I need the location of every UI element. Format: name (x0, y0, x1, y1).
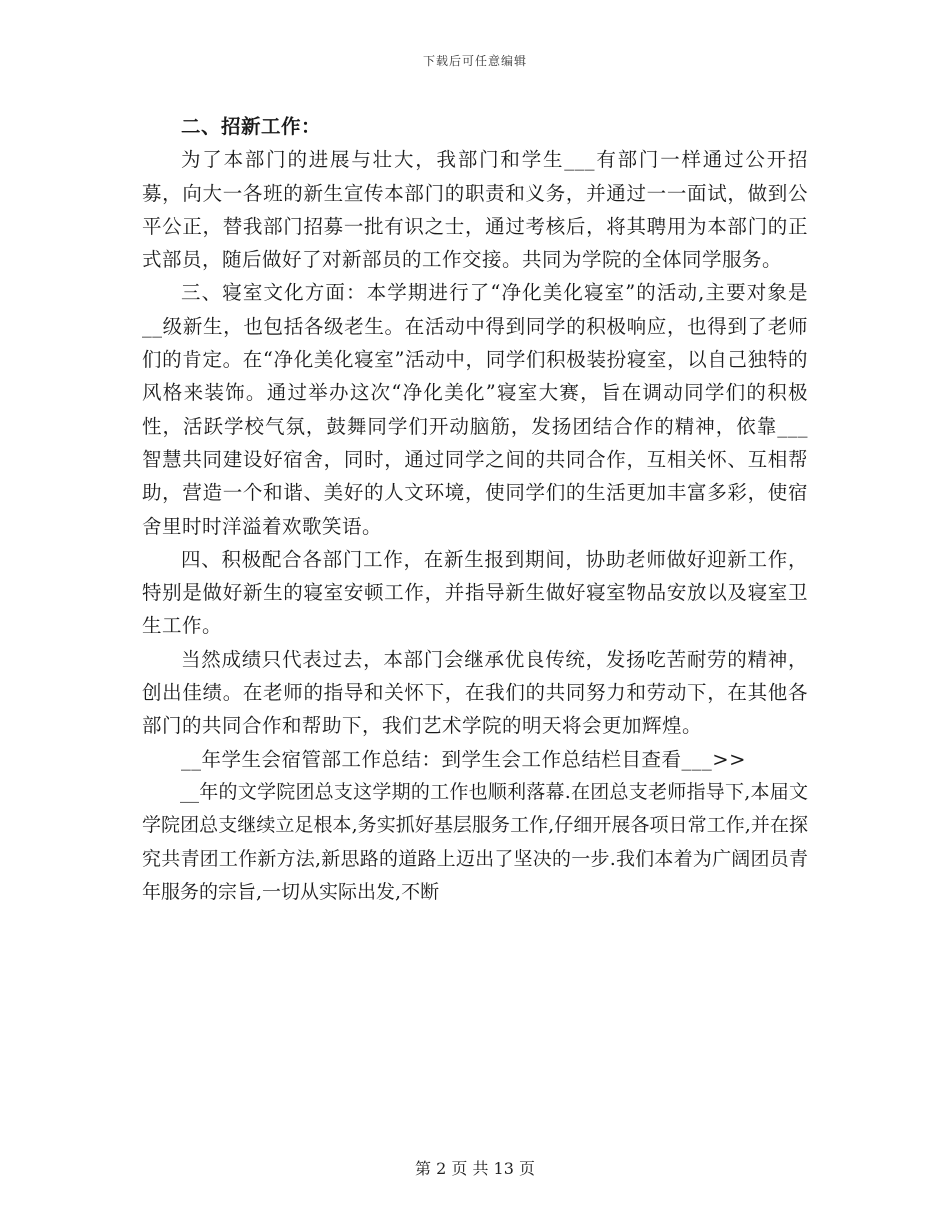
paragraph-link-summary: __年学生会宿管部工作总结：到学生会工作总结栏目查看___>> (181, 747, 746, 771)
paragraph-conclusion: 当然成绩只代表过去，本部门会继承优良传统，发扬吃苦耐劳的精神，创出佳绩。在老师的指导和关怀下，在我们的共同努力和劳动下，在其他各部门的共同合作和帮助下，我们艺术学院的明天将会更加辉煌。 (142, 647, 808, 738)
section-heading-recruitment: 二、招新工作： (181, 115, 322, 138)
paragraph-league-branch: __年的文学院团总支这学期的工作也顺利落幕.在团总支老师指导下,本届文学院团总支继续立足根本,务实抓好基层服务工作,仔细开展各项日常工作,并在探究共青团工作新方法,新思路的道路上迈出了坚决的一步.我们本着为广阔团员青年服务的宗旨,一切从实际出发,不断 (142, 780, 808, 903)
document-body (142, 110, 808, 909)
paragraph-cooperation: 四、积极配合各部门工作，在新生报到期间，协助老师做好迎新工作，特别是做好新生的寝室安顿工作，并指导新生做好寝室物品安放以及寝室卫生工作。 (142, 547, 808, 638)
paragraph-recruitment: 为了本部门的进展与壮大，我部门和学生___有部门一样通过公开招募，向大一各班的新生宣传本部门的职责和义务，并通过一一面试，做到公平公正，替我部门招募一批有识之士，通过考核后，将其聘用为本部门的正式部员，随后做好了对新部员的工作交接。共同为学院的全体同学服务。 (142, 148, 808, 272)
page-header-note: 下载后可任意编辑 (422, 54, 527, 68)
page-number: 第 2 页 共 13 页 (415, 1159, 535, 1178)
paragraph-dorm-culture: 三、寝室文化方面：本学期进行了“净化美化寝室”的活动,主要对象是__级新生，也包括各级老生。在活动中得到同学的积极响应，也得到了老师们的肯定。在“净化美化寝室”活动中，同学们积极装扮寝室，以自己独特的风格来装饰。通过举办这次“净化美化”寝室大赛，旨在调动同学们的积极性，活跃学校气氛，鼓舞同学们开动脑筋，发扬团结合作的精神，依靠___智慧共同建设好宿舍，同时，通过同学之间的共同合作，互相关怀、互相帮助，营造一个和谐、美好的人文环境，使同学们的生活更加丰富多彩，使宿舍里时时洋溢着欢歌笑语。 (142, 281, 808, 538)
